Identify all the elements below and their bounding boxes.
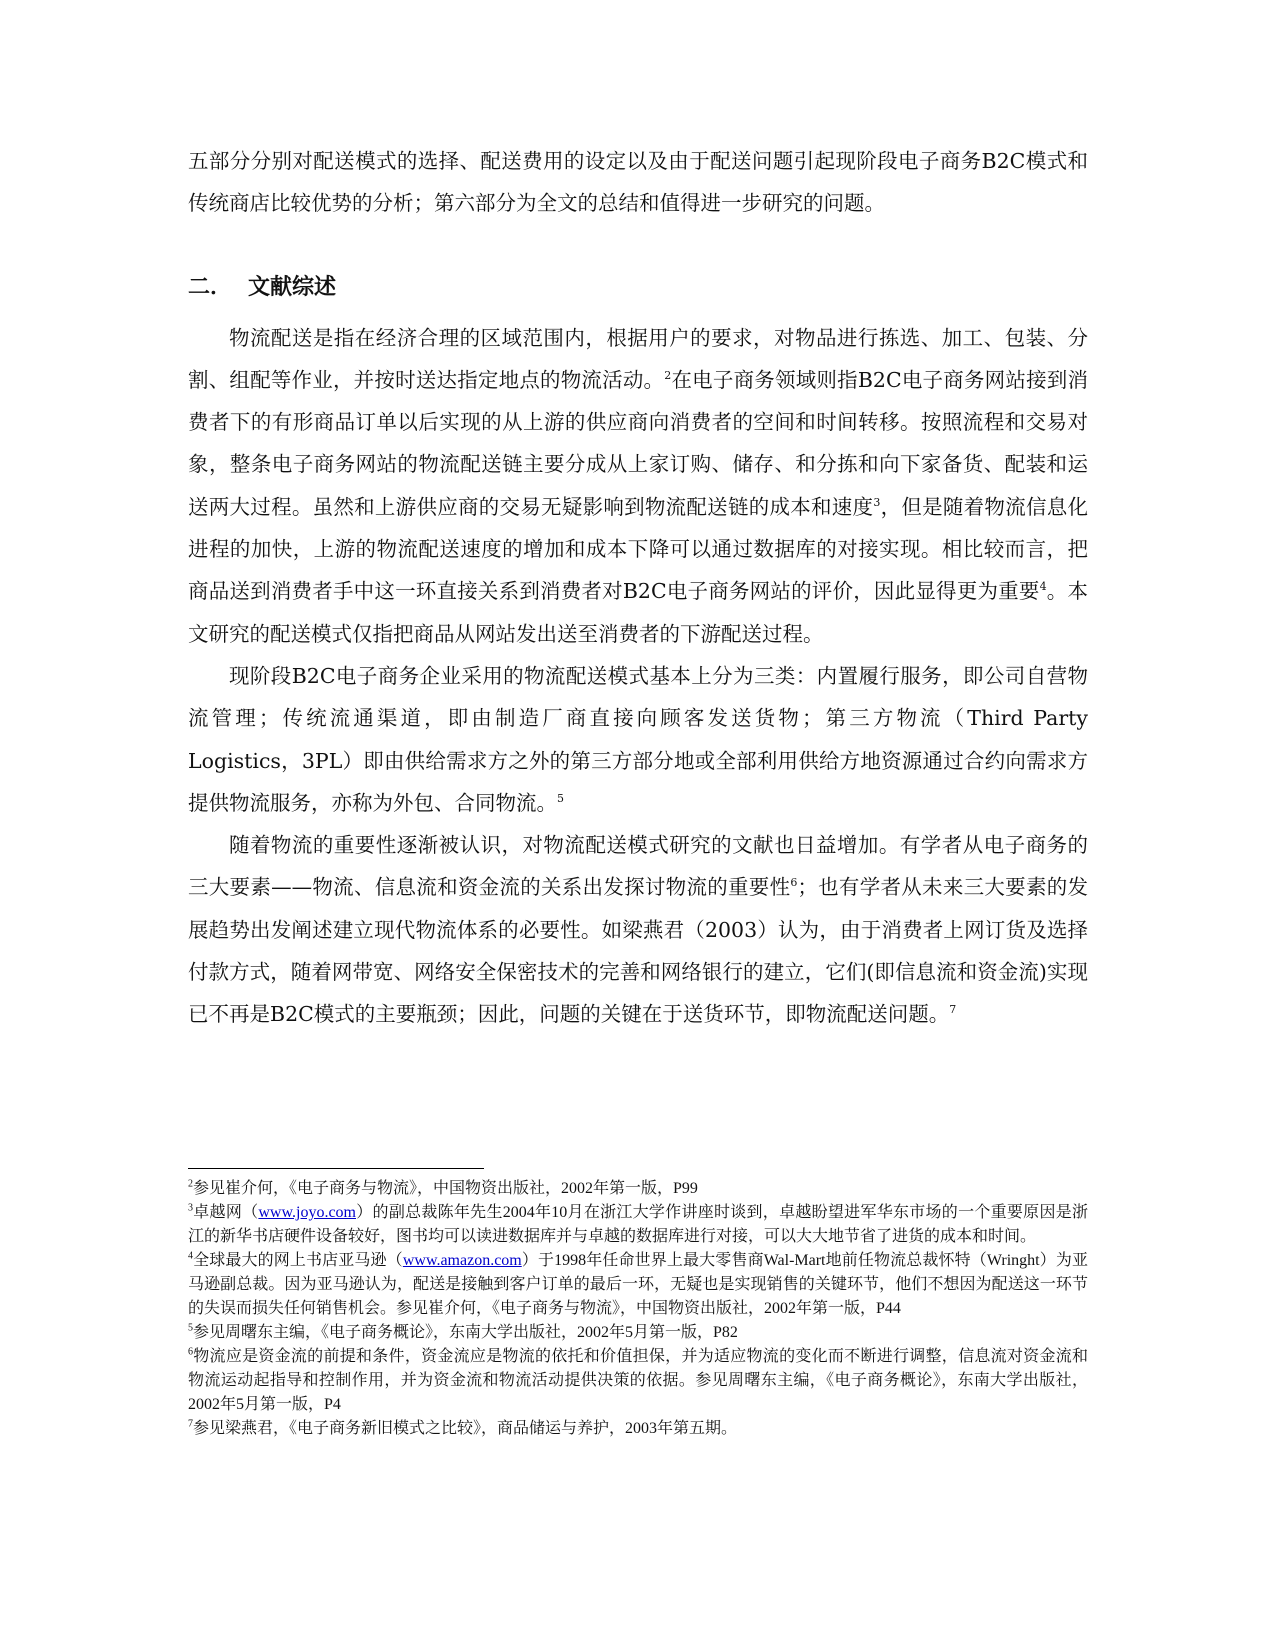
footnote-ref-6[interactable]: 6 — [790, 876, 798, 890]
paragraph-text: 现阶段B2C电子商务企业采用的物流配送模式基本上分为三类：内置履行服务，即公司自营物流管理；传统流通渠道，即由制造厂商直接向顾客发送货物；第三方物流（Third Party Logistics，3PL）即由供给需求方之外的第三方部分地或全部利用供给方地资源通过合约向需求方提供物流服务，亦称为外包、合同物流。 — [188, 663, 1088, 815]
paragraph-text: ，但是随着物流信息化进程的加快，上游的物流配送速度的增加和成本下降可以通过数据库的对接实现。相比较而言，把商品送到消费者手中这一环直接关系到消费者对B2C电子商务网站的评价，因此显得更为重要 — [188, 494, 1089, 604]
footnote-ref-7[interactable]: 7 — [949, 1003, 957, 1017]
footnote-ref-5[interactable]: 5 — [557, 792, 564, 806]
document-page — [188, 140, 1088, 1036]
footnotes — [188, 1177, 1088, 1441]
paragraph-delivery-modes — [188, 655, 1088, 824]
footnote-6 — [188, 1345, 1088, 1417]
footnote-text: 物流应是资金流的前提和条件，资金流应是物流的依托和价值担保，并为适应物流的变化而不断进行调整，信息流对资金流和物流运动起指导和控制作用，并为资金流和物流活动提供决策的依据。参见周曙东主编，《电子商务概论》，东南大学出版社，2002年5月第一版，P4 — [188, 1348, 1088, 1413]
footnote-text: 参见周曙东主编，《电子商务概论》，东南大学出版社，2002年5月第一版，P82 — [193, 1324, 738, 1341]
paragraph-text: ；也有学者从未来三大要素的发展趋势出发阐述建立现代物流体系的必要性。如梁燕君（2003）认为，由于消费者上网订货及选择付款方式，随着网带宽、网络安全保密技术的完善和网络银行的建立，它们(即信息流和资金流)实现已不再是B2C模式的主要瓶颈；因此，问题的关键在于送货环节，即物流配送问题。 — [188, 875, 1089, 1027]
footnote-text: 卓越网（ — [193, 1204, 259, 1221]
footnote-4 — [188, 1249, 1088, 1321]
footnote-7 — [188, 1417, 1088, 1441]
paragraph-literature — [188, 824, 1088, 1035]
section-heading — [188, 267, 1088, 309]
paragraph-text: 随着物流的重要性逐渐被认识，对物流配送模式研究的文献也日益增加。有学者从电子商务的三大要素——物流、信息流和资金流的关系出发探讨物流的重要性 — [188, 833, 1088, 900]
footnote-text: 参见梁燕君，《电子商务新旧模式之比较》，商品储运与养护，2003年第五期。 — [193, 1420, 738, 1437]
footnote-2 — [188, 1177, 1088, 1201]
footnote-3 — [188, 1201, 1088, 1249]
footnote-separator — [188, 1168, 484, 1169]
footnote-text: 全球最大的网上书店亚马逊（ — [193, 1252, 403, 1269]
footnote-ref-2[interactable]: 2 — [664, 369, 672, 383]
footnote-number: 4 — [188, 1250, 193, 1262]
paragraph-text: 物流配送是指在经济合理的区域范围内，根据用户的要求，对物品进行拣选、加工、包装、分割、组配等作业，并按时送达指定地点的物流活动。 — [188, 325, 1088, 392]
footnote-number: 5 — [188, 1322, 193, 1334]
footnote-text: 参见崔介何，《电子商务与物流》，中国物资出版社，2002年第一版，P99 — [193, 1180, 698, 1197]
footnote-number: 3 — [188, 1202, 193, 1214]
footnote-number: 7 — [188, 1418, 193, 1430]
footnote-number: 6 — [188, 1346, 193, 1358]
joyo-link[interactable]: www.joyo.com — [258, 1204, 356, 1221]
paragraph-text: 在电子商务领域则指B2C电子商务网站接到消费者下的有形商品订单以后实现的从上游的供应商向消费者的空间和时间转移。按照流程和交易对象，整条电子商务网站的物流配送链主要分成从上家订购、储存、和分拣和向下家备货、配装和运送两大过程。虽然和上游供应商的交易无疑影响到物流配送链的成本和速度 — [188, 367, 1088, 519]
section-title: 文献综述 — [248, 274, 337, 300]
footnote-5 — [188, 1321, 1088, 1345]
footnote-number: 2 — [188, 1178, 193, 1190]
intro-paragraph: 五部分分别对配送模式的选择、配送费用的设定以及由于配送问题引起现阶段电子商务B2C模式和传统商店比较优势的分析；第六部分为全文的总结和值得进一步研究的问题。 — [188, 149, 1088, 216]
footnote-ref-3[interactable]: 3 — [873, 495, 881, 509]
footnote-text: ）的副总裁陈年先生2004年10月在浙江大学作讲座时谈到，卓越盼望进军华东市场的一个重要原因是浙江的新华书店硬件设备较好，图书均可以读进数据库并与卓越的数据库进行对接，可以大大地节省了进货的成本和时间。 — [188, 1204, 1088, 1245]
footnote-ref-4[interactable]: 4 — [1039, 580, 1047, 594]
paragraph-text: 。本文研究的配送模式仅指把商品从网站发出送至消费者的下游配送过程。 — [188, 579, 1089, 646]
paragraph-logistics-definition — [188, 317, 1088, 655]
section-number: 二． — [188, 274, 233, 300]
amazon-link[interactable]: www.amazon.com — [402, 1252, 522, 1269]
footnote-text: ）于1998年任命世界上最大零售商Wal-Mart地前任物流总裁怀特（Wringht）为亚马逊副总裁。因为亚马逊认为，配送是接触到客户订单的最后一环，无疑也是实现销售的关键环节，他们不想因为配送这一环节的失误而损失任何销售机会。参见崔介何，《电子商务与物流》，中国物资出版社，2002年第一版，P44 — [188, 1252, 1088, 1317]
